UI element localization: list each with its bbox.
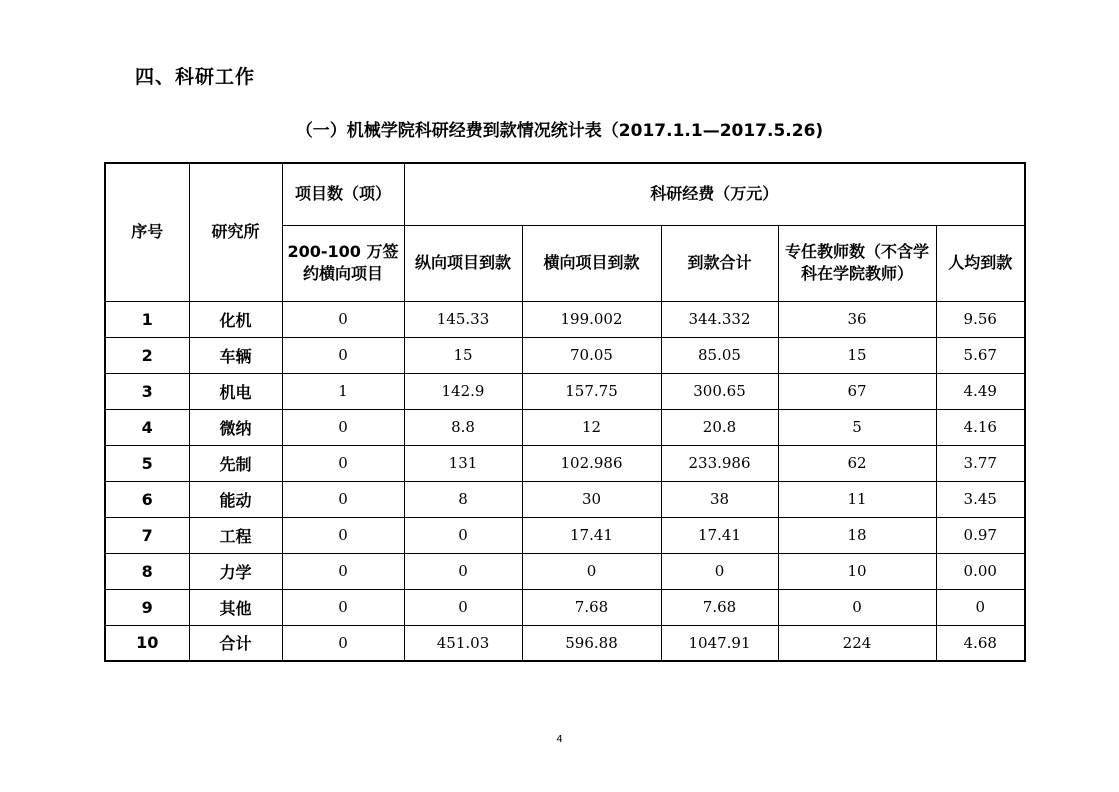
cell-signed: 0: [282, 517, 404, 553]
cell-seq: 7: [105, 517, 189, 553]
cell-total: 233.986: [661, 445, 778, 481]
cell-vertical: 0: [404, 589, 522, 625]
cell-institute: 化机: [189, 301, 282, 337]
cell-seq: 10: [105, 625, 189, 661]
header-funding: 科研经费（万元）: [404, 163, 1025, 225]
header-signed-horizontal: 200-100 万签约横向项目: [282, 225, 404, 301]
cell-institute: 合计: [189, 625, 282, 661]
cell-teachers: 15: [778, 337, 936, 373]
cell-signed: 0: [282, 589, 404, 625]
cell-seq: 4: [105, 409, 189, 445]
table-row: [105, 517, 1025, 553]
cell-seq: 9: [105, 589, 189, 625]
table-row: [105, 337, 1025, 373]
page-number: 4: [556, 734, 563, 745]
cell-vertical: 451.03: [404, 625, 522, 661]
cell-horizontal: 102.986: [522, 445, 661, 481]
cell-signed: 1: [282, 373, 404, 409]
table-row: [105, 481, 1025, 517]
cell-institute: 车辆: [189, 337, 282, 373]
cell-vertical: 15: [404, 337, 522, 373]
cell-vertical: 142.9: [404, 373, 522, 409]
header-vertical-received: 纵向项目到款: [404, 225, 522, 301]
header-horizontal-received: 横向项目到款: [522, 225, 661, 301]
cell-horizontal: 157.75: [522, 373, 661, 409]
header-teacher-count: 专任教师数（不含学科在学院教师）: [778, 225, 936, 301]
cell-seq: 6: [105, 481, 189, 517]
cell-total: 1047.91: [661, 625, 778, 661]
cell-institute: 微纳: [189, 409, 282, 445]
cell-total: 7.68: [661, 589, 778, 625]
cell-institute: 其他: [189, 589, 282, 625]
cell-horizontal: 199.002: [522, 301, 661, 337]
cell-vertical: 145.33: [404, 301, 522, 337]
cell-institute: 工程: [189, 517, 282, 553]
header-total-received: 到款合计: [661, 225, 778, 301]
cell-teachers: 5: [778, 409, 936, 445]
cell-institute: 力学: [189, 553, 282, 589]
table-row: [105, 373, 1025, 409]
cell-seq: 1: [105, 301, 189, 337]
cell-seq: 2: [105, 337, 189, 373]
table-title: （一）机械学院科研经费到款情况统计表（2017.1.1—2017.5.26): [295, 121, 824, 141]
header-institute: 研究所: [189, 163, 282, 301]
cell-horizontal: 70.05: [522, 337, 661, 373]
table-row: [105, 301, 1025, 337]
table-row-total: [105, 625, 1025, 661]
cell-horizontal: 17.41: [522, 517, 661, 553]
cell-signed: 0: [282, 445, 404, 481]
cell-seq: 3: [105, 373, 189, 409]
cell-total: 300.65: [661, 373, 778, 409]
cell-seq: 8: [105, 553, 189, 589]
table-row: [105, 409, 1025, 445]
cell-teachers: 18: [778, 517, 936, 553]
cell-total: 38: [661, 481, 778, 517]
cell-vertical: 0: [404, 553, 522, 589]
cell-signed: 0: [282, 553, 404, 589]
cell-per-capita: 0.00: [936, 553, 1025, 589]
cell-total: 344.332: [661, 301, 778, 337]
cell-horizontal: 0: [522, 553, 661, 589]
cell-teachers: 10: [778, 553, 936, 589]
cell-total: 0: [661, 553, 778, 589]
cell-vertical: 131: [404, 445, 522, 481]
cell-total: 20.8: [661, 409, 778, 445]
cell-seq: 5: [105, 445, 189, 481]
cell-teachers: 224: [778, 625, 936, 661]
table-row: [105, 553, 1025, 589]
cell-per-capita: 3.45: [936, 481, 1025, 517]
cell-total: 17.41: [661, 517, 778, 553]
cell-per-capita: 9.56: [936, 301, 1025, 337]
cell-total: 85.05: [661, 337, 778, 373]
cell-institute: 先制: [189, 445, 282, 481]
cell-teachers: 11: [778, 481, 936, 517]
cell-horizontal: 12: [522, 409, 661, 445]
cell-horizontal: 596.88: [522, 625, 661, 661]
cell-vertical: 0: [404, 517, 522, 553]
cell-teachers: 36: [778, 301, 936, 337]
cell-signed: 0: [282, 409, 404, 445]
funding-table: [104, 162, 1026, 662]
cell-horizontal: 30: [522, 481, 661, 517]
header-per-capita: 人均到款: [936, 225, 1025, 301]
header-seq: 序号: [105, 163, 189, 301]
section-title: 四、科研工作: [135, 66, 256, 88]
cell-signed: 0: [282, 481, 404, 517]
cell-signed: 0: [282, 337, 404, 373]
cell-horizontal: 7.68: [522, 589, 661, 625]
cell-signed: 0: [282, 301, 404, 337]
cell-teachers: 0: [778, 589, 936, 625]
header-project-count: 项目数（项）: [282, 163, 404, 225]
cell-per-capita: 0.97: [936, 517, 1025, 553]
cell-per-capita: 3.77: [936, 445, 1025, 481]
cell-per-capita: 4.68: [936, 625, 1025, 661]
cell-institute: 机电: [189, 373, 282, 409]
cell-per-capita: 4.49: [936, 373, 1025, 409]
cell-vertical: 8: [404, 481, 522, 517]
cell-vertical: 8.8: [404, 409, 522, 445]
cell-teachers: 67: [778, 373, 936, 409]
cell-per-capita: 4.16: [936, 409, 1025, 445]
cell-institute: 能动: [189, 481, 282, 517]
cell-per-capita: 0: [936, 589, 1025, 625]
table-row: [105, 589, 1025, 625]
cell-teachers: 62: [778, 445, 936, 481]
table-row: [105, 445, 1025, 481]
cell-signed: 0: [282, 625, 404, 661]
cell-per-capita: 5.67: [936, 337, 1025, 373]
